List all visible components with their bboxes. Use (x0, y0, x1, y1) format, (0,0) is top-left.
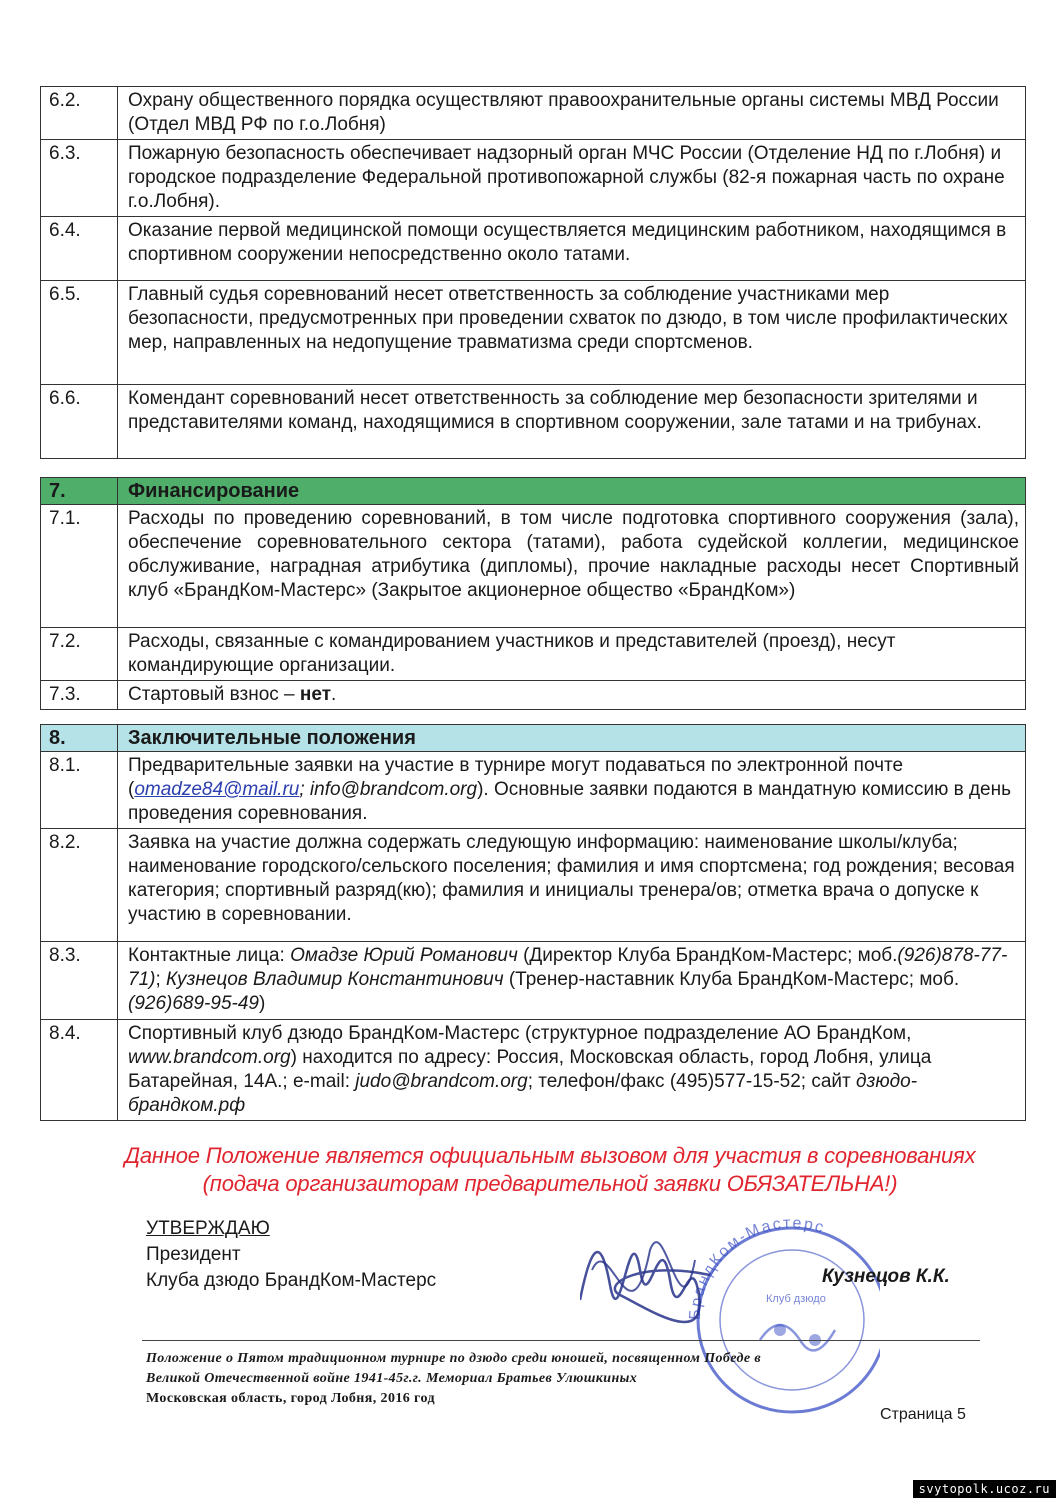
table-row (41, 385, 1026, 459)
row-number: 6.6. (41, 385, 118, 459)
website-text: www.brandcom.org (128, 1047, 291, 1068)
section-number: 8. (41, 725, 118, 752)
row-text: Охрану общественного порядка осуществляют правоохранительные органы системы МВД России (Отдел МВД РФ по г.о.Лобня) (118, 87, 1026, 140)
approval-block (146, 1216, 436, 1294)
row-number: 6.2. (41, 87, 118, 140)
row-number: 8.2. (41, 829, 118, 942)
signer-name: Кузнецов К.К. (822, 1266, 950, 1287)
svg-text:Клуб дзюдо: Клуб дзюдо (766, 1293, 826, 1305)
row-text: Спортивный клуб дзюдо БрандКом-Мастерс (структурное подразделение АО БрандКом, www.brandcom.org) находится по адресу: Россия, Московская область, город Лобня, улица Батарейная, 14А.; e-mail: judo@brandcom.org; телефон/факс (495)577-15-52; сайт дзюдо-брандком.рф (118, 1020, 1026, 1121)
row-number: 7.3. (41, 681, 118, 710)
section-6-table (40, 86, 1026, 459)
section-7-table (40, 477, 1026, 710)
email-text: judo@brandcom.org (355, 1071, 528, 1092)
table-row (41, 942, 1026, 1020)
section-header (41, 725, 1026, 752)
table-row (41, 281, 1026, 385)
table-row (41, 829, 1026, 942)
row-number: 8.3. (41, 942, 118, 1020)
row-text: Заявка на участие должна содержать следующую информацию: наименование школы/клуба; наименование городского/сельского поселения; фамилия и имя спортсмена; год рождения; весовая категория; спортивный разряд(кю); фамилия и инициалы тренера/ов; отметка врача о допуске к участию в соревновании. (118, 829, 1026, 942)
table-row (41, 1020, 1026, 1121)
row-number: 6.5. (41, 281, 118, 385)
table-row (41, 140, 1026, 217)
footer-divider (142, 1340, 980, 1341)
table-row (41, 217, 1026, 281)
approver-organization: Клуба дзюдо БрандКом-Мастерс (146, 1270, 437, 1291)
section-8-table (40, 724, 1026, 1121)
row-number: 7.1. (41, 505, 118, 628)
contact-name: Омадзе Юрий Романович (290, 945, 518, 966)
page-number: Страница 5 (880, 1406, 966, 1423)
approval-label: УТВЕРЖДАЮ (146, 1218, 270, 1239)
row-text: Предварительные заявки на участие в турнире могут подаваться по электронной почте (omadze84@mail.ru; info@brandcom.org). Основные заявки подаются в мандатную комиссию в день проведения соревнования. (118, 752, 1026, 829)
section-title: Финансирование (118, 478, 1026, 505)
table-row (41, 505, 1026, 628)
notice-line: (подача организаиторам предварительной заявки ОБЯЗАТЕЛЬНА!) (202, 1171, 898, 1196)
watermark: svytopolk.ucoz.ru (913, 1480, 1056, 1498)
section-title: Заключительные положения (118, 725, 1026, 752)
row-text: Оказание первой медицинской помощи осуществляется медицинским работником, находящимся в спортивном сооружении непосредственно около татами. (118, 217, 1026, 281)
website-text: дзюдо-брандком.рф (128, 1071, 918, 1116)
table-row (41, 628, 1026, 681)
section-number: 7. (41, 478, 118, 505)
row-number: 6.4. (41, 217, 118, 281)
table-row (41, 87, 1026, 140)
footer-text: Положение о Пятом традиционном турнире по дзюдо среди юношей, посвященном Победе в Великой Отечественной войне 1941-45г.г. Мемориал Братьев Улюшкиных Московская область, город Лобня, 2016 год (146, 1351, 762, 1406)
approver-position: Президент (146, 1244, 241, 1265)
section-header (41, 478, 1026, 505)
row-number: 6.3. (41, 140, 118, 217)
svg-text:БрандКом-Мастерс: БрандКом-Мастерс (686, 1214, 828, 1321)
email-text: info@brandcom.org (309, 779, 478, 800)
row-number: 7.2. (41, 628, 118, 681)
row-text: Комендант соревнований несет ответственность за соблюдение мер безопасности зрителями и представителями команд, находящимися в спортивном сооружении, зале татами и на трибунах. (118, 385, 1026, 459)
row-text: Главный судья соревнований несет ответственность за соблюдение участниками мер безопасности, предусмотренных при проведении схваток по дзюдо, в том числе профилактических мер, направленных на недопущение травматизма среди спортсменов. (118, 281, 1026, 385)
fee-value: нет (299, 684, 332, 705)
row-text: Контактные лица: Омадзе Юрий Романович (Директор Клуба БрандКом-Мастерс; моб.(926)878-77-71); Кузнецов Владимир Константинович (Тренер-наставник Клуба БрандКом-Мастерс; моб.(926)689-95-49) (118, 942, 1026, 1020)
row-number: 8.1. (41, 752, 118, 829)
row-text: Пожарную безопасность обеспечивает надзорный орган МЧС России (Отделение НД по г.Лобня) и городское подразделение Федеральной противопожарной службы (82-я пожарная часть по охране г.о.Лобня). (118, 140, 1026, 217)
row-text: Стартовый взнос – нет. (118, 681, 1026, 710)
email-link[interactable]: omadze84@mail.ru (134, 779, 300, 800)
official-notice (60, 1142, 1040, 1198)
row-number: 8.4. (41, 1020, 118, 1121)
table-row (41, 752, 1026, 829)
row-text: Расходы по проведению соревнований, в том числе подготовка спортивного сооружения (зала), обеспечение соревновательного сектора (татами), работа судейской коллегии, медицинское обслуживание, наградная атрибутика (дипломы), прочие накладные расходы несет Спортивный клуб «БрандКом-Мастерс» (Закрытое акционерное общество «БрандКом») (118, 505, 1026, 628)
notice-line: Данное Положение является официальным вызовом для участия в соревнованиях (124, 1143, 976, 1168)
contact-phone: (926)689-95-49 (128, 993, 259, 1014)
row-text: Расходы, связанные с командированием участников и представителей (проезд), несут командирующие организации. (118, 628, 1026, 681)
table-row (41, 681, 1026, 710)
contact-name: Кузнецов Владимир Константинович (166, 969, 504, 990)
contact-phone: (926)878-77-71) (128, 945, 1008, 990)
